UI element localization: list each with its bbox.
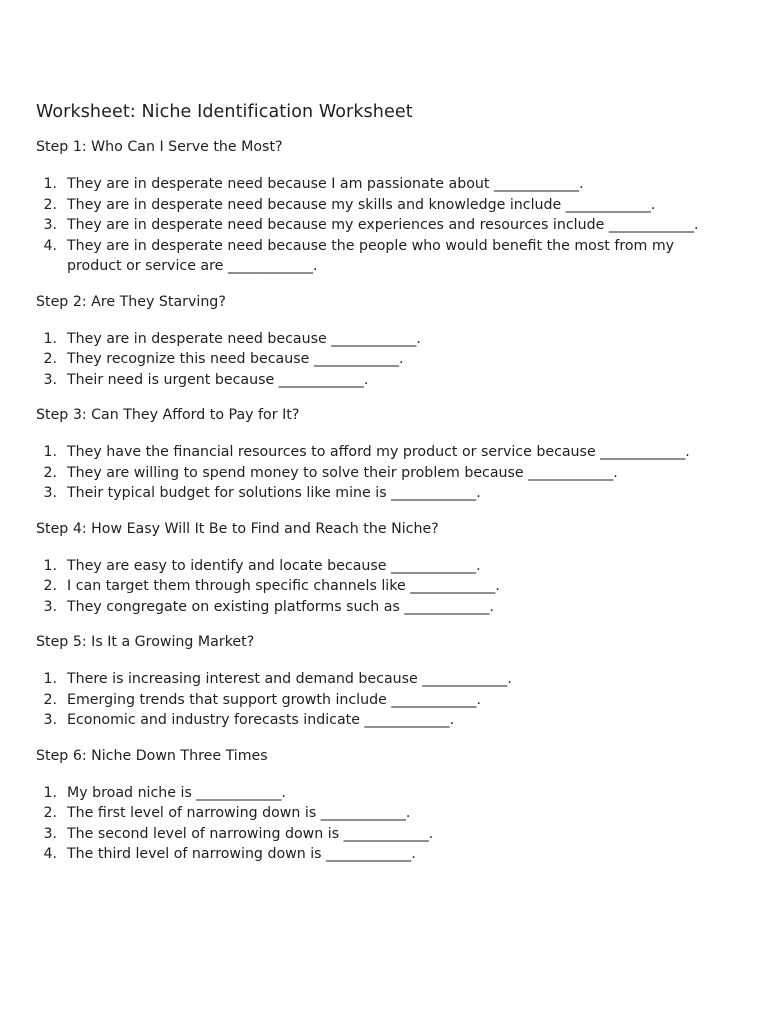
list-item-text: The second level of narrowing down is ____________. (67, 825, 434, 842)
list-item-text: Their need is urgent because ____________. (67, 371, 369, 388)
step-section (36, 746, 732, 865)
list-item-text: Economic and industry forecasts indicate ____________. (67, 712, 455, 728)
list-item (36, 329, 732, 350)
list-item-number: 1. (43, 671, 57, 687)
step-heading: Step 2: Are They Starving? (36, 293, 226, 310)
numbered-list (36, 174, 732, 277)
list-item-number: 3. (43, 598, 57, 615)
list-item (36, 576, 732, 597)
list-item-text: Emerging trends that support growth include ____________. (67, 691, 481, 708)
list-item (36, 442, 732, 463)
list-item-text: They are in desperate need because my skills and knowledge include ____________. (67, 196, 656, 213)
list-item (36, 556, 732, 577)
list-item-number: 4. (43, 237, 57, 254)
list-item-text: Their typical budget for solutions like mine is ____________. (67, 485, 481, 501)
step-heading: Step 1: Who Can I Serve the Most? (36, 139, 283, 155)
step-section (36, 405, 732, 504)
list-item-text: I can target them through specific channels like ____________. (67, 578, 500, 594)
step-heading: Step 5: Is It a Growing Market? (36, 634, 255, 650)
list-item (36, 174, 732, 195)
step-section (36, 137, 732, 277)
list-item-text: They are in desperate need because I am passionate about ____________. (67, 176, 584, 192)
numbered-list (36, 442, 732, 504)
list-item (36, 483, 732, 504)
list-item-text: They are in desperate need because ____________. (67, 330, 421, 347)
list-item (36, 370, 732, 391)
list-item-text: They are in desperate need because my experiences and resources include ____________. (67, 217, 699, 233)
list-item-text: The third level of narrowing down is ____________. (67, 846, 416, 862)
page-title: Worksheet: Niche Identification Worksheet (36, 102, 413, 122)
list-item-number: 4. (43, 846, 57, 862)
list-item-number: 3. (43, 485, 57, 501)
numbered-list (36, 329, 732, 391)
list-item (36, 463, 732, 484)
list-item (36, 844, 732, 865)
step-section (36, 292, 732, 391)
list-item-number: 1. (43, 444, 57, 460)
list-item (36, 690, 732, 711)
list-item (36, 195, 732, 216)
list-item-number: 1. (43, 784, 57, 801)
list-item-number: 2. (43, 464, 57, 481)
list-item-text: They are in desperate need because the people who would benefit the most from my product or service are ____________. (67, 237, 675, 274)
list-item (36, 803, 732, 824)
list-item-number: 3. (43, 371, 57, 388)
list-item (36, 783, 732, 804)
step-section (36, 519, 732, 618)
list-item-number: 1. (43, 176, 57, 192)
list-item-text: My broad niche is ____________. (67, 784, 287, 801)
list-item-number: 3. (43, 825, 57, 842)
list-item (36, 215, 732, 236)
list-item-number: 3. (43, 217, 57, 233)
step-heading: Step 6: Niche Down Three Times (36, 747, 268, 764)
step-section (36, 632, 732, 731)
step-heading: Step 4: How Easy Will It Be to Find and Reach the Niche? (36, 520, 439, 537)
list-item-number: 2. (43, 691, 57, 708)
numbered-list (36, 556, 732, 618)
list-item (36, 597, 732, 618)
list-item-text: The first level of narrowing down is ____________. (67, 805, 411, 821)
list-item-number: 2. (43, 578, 57, 594)
list-item-number: 2. (43, 196, 57, 213)
numbered-list (36, 669, 732, 731)
list-item (36, 669, 732, 690)
list-item-text: They recognize this need because ____________. (67, 351, 404, 367)
list-item-text: They have the financial resources to afford my product or service because ____________. (67, 444, 690, 460)
list-item (36, 349, 732, 370)
list-item-text: There is increasing interest and demand because ____________. (67, 671, 512, 687)
numbered-list (36, 783, 732, 865)
worksheet-sections (36, 137, 732, 865)
list-item-number: 3. (43, 712, 57, 728)
list-item-text: They are willing to spend money to solve their problem because ____________. (67, 464, 618, 481)
list-item (36, 710, 732, 731)
list-item-number: 2. (43, 805, 57, 821)
list-item (36, 824, 732, 845)
list-item-text: They congregate on existing platforms such as ____________. (67, 598, 495, 615)
list-item (36, 236, 732, 277)
list-item-text: They are easy to identify and locate because ____________. (67, 557, 481, 574)
list-item-number: 1. (43, 330, 57, 347)
step-heading: Step 3: Can They Afford to Pay for It? (36, 407, 300, 423)
list-item-number: 1. (43, 557, 57, 574)
list-item-number: 2. (43, 351, 57, 367)
